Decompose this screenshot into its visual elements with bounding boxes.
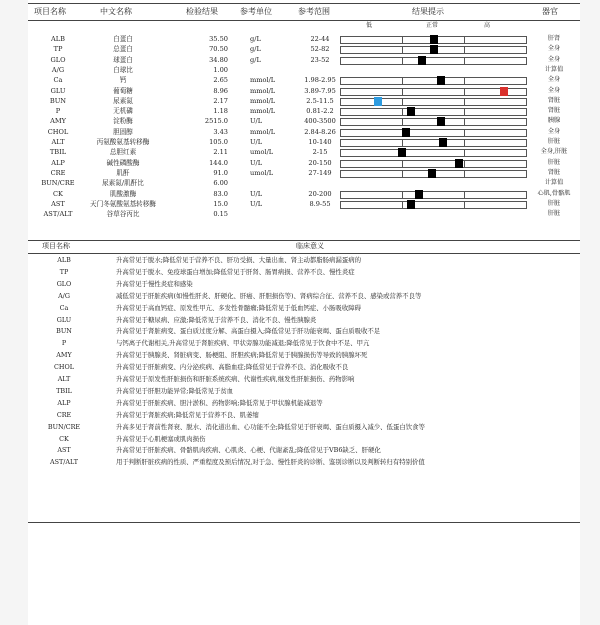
item-name: 总胆红素 — [109, 148, 137, 157]
result-marker — [415, 190, 423, 199]
bottom-divider — [28, 522, 580, 523]
meaning-abbr: Ca — [59, 303, 69, 312]
table-row — [28, 158, 580, 168]
item-organ: 全身 — [547, 127, 561, 135]
bar-divider-high — [464, 58, 465, 64]
bar-divider-low — [402, 119, 403, 125]
item-value: 144.0 — [209, 158, 228, 167]
table-row — [28, 44, 580, 54]
table-row — [28, 55, 580, 65]
item-unit: U/L — [250, 189, 263, 198]
meaning-text: 升高多见于肾前性肾衰、脱水、消化道出血、心功能不全;降低常见于肝衰竭、蛋白质摄入减少、低蛋白饮食等 — [116, 422, 425, 431]
item-value: 70.50 — [209, 45, 228, 54]
item-range: 20-150 — [308, 158, 332, 167]
item-range: 2.84-8.26 — [304, 127, 336, 136]
result-marker — [428, 169, 436, 178]
item-value: 2.65 — [213, 76, 228, 85]
meaning-text: 用于判断肝脏疾病的性质、严重程度及预后情况,对于急、慢性肝炎的诊断、鉴别诊断以及判断转归有特别价值 — [116, 458, 425, 467]
item-range: 27-149 — [308, 168, 332, 177]
meaning-text: 升高常见于肝脏病变、内分泌疾病、高脂血症;降低常见于营养不良、消化吸收不良 — [116, 363, 349, 372]
item-value: 2.11 — [213, 148, 228, 157]
meaning-header — [28, 240, 580, 254]
item-organ: 计算值 — [544, 65, 564, 73]
item-abbr: ALB — [51, 35, 65, 43]
result-marker — [439, 138, 447, 147]
result-marker — [402, 128, 410, 137]
result-bar — [340, 170, 527, 178]
item-name: 天门冬氨酸氨基转移酶 — [90, 199, 156, 208]
item-name: 无机磷 — [113, 107, 133, 116]
item-name: 钙 — [119, 76, 127, 85]
item-unit: mmol/L — [250, 96, 276, 105]
item-abbr: BUN/CRE — [41, 179, 75, 188]
item-organ: 肾脏 — [547, 168, 561, 176]
bar-divider-low — [402, 47, 403, 53]
meaning-text: 升高常见于糖尿病、应激;降低常见于营养不良、消化不良、慢性胰腺炎 — [116, 315, 317, 324]
item-abbr: TP — [53, 45, 63, 54]
item-name: 胆固醇 — [113, 127, 133, 136]
result-marker — [430, 35, 438, 44]
item-abbr: ALT — [51, 138, 65, 146]
meaning-abbr: A/G — [58, 291, 70, 300]
item-range: 3.89-7.95 — [304, 86, 336, 95]
item-value: 0.15 — [213, 210, 228, 219]
item-abbr: AMY — [50, 117, 66, 126]
item-unit: umol/L — [250, 148, 274, 157]
item-value: 105.0 — [209, 138, 228, 146]
label-normal: 正常 — [426, 22, 439, 29]
result-marker — [455, 159, 463, 168]
result-bar — [340, 201, 527, 209]
item-name: 尿素氮 — [113, 96, 133, 105]
item-value: 3.43 — [213, 127, 228, 136]
result-bar — [340, 108, 527, 116]
table-row — [28, 137, 580, 147]
meaning-abbr: ALT — [57, 375, 71, 383]
result-marker — [407, 107, 415, 116]
item-name: 淀粉酶 — [113, 117, 133, 126]
item-range: 8.9-55 — [309, 199, 331, 208]
item-abbr: AST — [51, 199, 65, 208]
item-value: 15.0 — [213, 199, 228, 208]
result-bar — [340, 149, 527, 157]
meaning-abbr: CRE — [56, 410, 72, 419]
meaning-text: 升高常见于胰腺炎、肾脏病变、肠梗阻、肝胆疾病;降低常见于胰腺损伤等导致的胰腺坏死 — [116, 351, 368, 360]
bar-divider-high — [464, 78, 465, 84]
bar-divider-low — [402, 58, 403, 64]
item-abbr: CK — [53, 189, 63, 198]
bar-divider-low — [402, 78, 403, 84]
bar-divider-high — [464, 140, 465, 146]
table-row — [28, 65, 580, 75]
result-bar — [340, 88, 527, 96]
item-range: 1.98-2.95 — [304, 76, 336, 85]
item-unit: mmol/L — [250, 86, 276, 95]
item-name: 肌酸激酶 — [109, 189, 137, 198]
item-name: 谷草谷丙比 — [106, 210, 140, 219]
bar-divider-low — [402, 109, 403, 115]
item-unit: mmol/L — [250, 76, 276, 85]
item-range: 22-44 — [310, 35, 330, 43]
item-unit: U/L — [250, 117, 263, 126]
bar-divider-high — [464, 171, 465, 177]
item-value: 83.0 — [213, 189, 228, 198]
item-abbr: P — [55, 107, 61, 116]
item-range: 52-82 — [310, 45, 330, 54]
item-unit: g/L — [250, 45, 261, 54]
item-organ: 全身 — [547, 86, 561, 94]
table-row — [28, 209, 580, 219]
result-marker — [437, 76, 445, 85]
bar-divider-low — [402, 161, 403, 167]
table-row — [28, 189, 580, 199]
item-abbr: BUN — [49, 96, 67, 105]
item-unit: mmol/L — [250, 107, 276, 116]
item-value: 91.0 — [213, 168, 228, 177]
meaning-abbr: BUN — [56, 327, 72, 336]
item-name: 肌酐 — [116, 168, 130, 177]
header-result: 结果提示 — [412, 7, 444, 16]
result-marker — [407, 200, 415, 209]
item-organ: 肝脏 — [547, 138, 561, 145]
item-name: 总蛋白 — [113, 45, 133, 54]
item-name: 尿素氮/肌酐比 — [102, 179, 144, 188]
meaning-abbr: BUN/CRE — [47, 422, 81, 431]
item-organ: 全身 — [547, 76, 561, 84]
item-value: 35.50 — [209, 35, 228, 43]
result-marker — [500, 87, 508, 96]
bar-divider-high — [464, 37, 465, 43]
item-abbr: A/G — [51, 65, 65, 74]
item-name: 丙氨酸氨基转移酶 — [96, 138, 150, 146]
item-range: 2.5-11.5 — [306, 96, 334, 105]
table-row — [28, 147, 580, 157]
meaning-abbr: CHOL — [54, 363, 74, 372]
result-marker — [418, 56, 426, 65]
meaning-abbr: AST — [57, 446, 71, 455]
result-bar — [340, 191, 527, 199]
item-name: 白蛋白 — [113, 35, 133, 43]
item-name: 球蛋白 — [113, 55, 133, 64]
table-row — [28, 86, 580, 96]
item-organ: 肾脏 — [547, 107, 561, 115]
label-high: 高 — [484, 22, 491, 29]
item-value: 34.80 — [209, 55, 228, 64]
item-value: 1.18 — [213, 107, 228, 116]
meaning-text: 升高常见于肝胆功能异常;降低常见于贫血 — [116, 386, 234, 395]
item-abbr: AST/ALT — [43, 210, 73, 219]
item-abbr: CHOL — [47, 127, 69, 136]
item-organ: 肝脏 — [547, 158, 561, 166]
header-name: 中文名称 — [100, 7, 132, 16]
item-value: 6.00 — [213, 179, 228, 188]
bar-divider-low — [402, 37, 403, 43]
result-bar — [340, 139, 527, 147]
meaning-text: 升高常见于肾脏疾病;降低常见于营养不良、肌萎缩 — [116, 410, 259, 419]
bar-divider-low — [402, 202, 403, 208]
bar-divider-high — [464, 130, 465, 136]
bar-divider-low — [402, 99, 403, 105]
header-value: 检验结果 — [186, 7, 218, 16]
item-value: 2.17 — [213, 96, 228, 105]
item-unit: U/L — [250, 199, 263, 208]
result-marker — [430, 45, 438, 54]
bar-divider-high — [464, 89, 465, 95]
meaning-text: 升高常见于心肌梗塞或肌肉损伤 — [116, 434, 206, 443]
item-organ: 肝肾 — [547, 35, 561, 42]
bar-divider-high — [464, 119, 465, 125]
result-bar — [340, 57, 527, 65]
meaning-text: 升高常见于肝脏疾病、胆汁淤积、药物影响;降低常见于甲状腺机能减退等 — [116, 398, 323, 407]
item-name: 白球比 — [113, 65, 133, 74]
meaning-text: 升高常见于慢性炎症和感染 — [116, 279, 193, 288]
result-bar — [340, 129, 527, 137]
item-abbr: TBIL — [49, 148, 67, 157]
item-organ: 肝脏 — [547, 199, 561, 207]
result-bar — [340, 36, 527, 44]
item-unit: mmol/L — [250, 127, 276, 136]
label-low: 低 — [366, 22, 373, 29]
table-row — [28, 178, 580, 188]
table-header — [28, 3, 580, 21]
meaning-abbr: TP — [59, 267, 69, 276]
item-abbr: Ca — [53, 76, 63, 85]
table-row — [28, 116, 580, 126]
header-range: 参考范围 — [298, 7, 330, 16]
result-bar — [340, 118, 527, 126]
item-range: 2-15 — [312, 148, 328, 157]
item-value: 2515.0 — [204, 117, 228, 126]
bar-divider-high — [464, 150, 465, 156]
item-organ: 全身,肝脏 — [540, 148, 568, 156]
meaning-abbr: ALB — [57, 256, 71, 264]
meaning-text: 升高常见于肾脏病变、蛋白质过度分解、高蛋白摄入;降低常见于肝功能衰竭、蛋白质吸收不足 — [116, 327, 381, 336]
meaning-abbr: AMY — [56, 351, 72, 360]
result-bar — [340, 98, 527, 106]
item-unit: g/L — [250, 55, 261, 64]
meaning-text: 升高常见于脱水;降低常见于营养不良、肝功受损、大量出血、肾主动都脂肠病漏蛋病的 — [116, 256, 361, 264]
item-organ: 全身 — [547, 45, 561, 53]
bar-divider-low — [402, 192, 403, 198]
item-organ: 心肌,骨骼肌 — [537, 189, 571, 197]
item-range: 10-140 — [308, 138, 332, 146]
item-abbr: GLO — [50, 55, 66, 64]
meaning-abbr: ALP — [57, 398, 71, 407]
item-abbr: GLU — [50, 86, 66, 95]
meaning-text: 升高常见于高血钙症、原发性甲亢、多发性骨髓瘤;降低常见于低血钙症、小肠吸收障碍 — [116, 303, 361, 312]
item-abbr: CRE — [50, 168, 66, 177]
meaning-text: 与钙离子代谢相关,升高常见于肾脏疾病、甲状旁腺功能减退;降低常见于饮食中不足、甲亢 — [116, 339, 370, 348]
item-organ: 肝脏 — [547, 210, 561, 218]
meaning-text: 升高常见于肝脏疾病、骨骼肌肉疾病、心肌炎、心梗、代谢紊乱;降低常见于VB6缺乏、肝硬化 — [116, 446, 381, 455]
result-marker — [437, 117, 445, 126]
result-bar — [340, 160, 527, 168]
item-range: 400-3500 — [304, 117, 336, 126]
table-row — [28, 106, 580, 116]
table-row — [28, 127, 580, 137]
item-value: 1.00 — [213, 65, 228, 74]
bar-divider-low — [402, 89, 403, 95]
result-marker — [374, 97, 382, 106]
meaning-abbr: AST/ALT — [49, 458, 78, 467]
item-organ: 全身 — [547, 55, 561, 63]
item-name: 葡萄糖 — [113, 86, 133, 95]
item-abbr: ALP — [51, 158, 65, 167]
bar-divider-low — [402, 171, 403, 177]
item-range: 23-52 — [310, 55, 330, 64]
result-bar — [340, 46, 527, 54]
bar-divider-high — [464, 109, 465, 115]
table-row — [28, 34, 580, 44]
bar-divider-high — [464, 161, 465, 167]
header-organ: 器官 — [542, 7, 558, 16]
table-row — [28, 96, 580, 106]
item-value: 8.96 — [213, 86, 228, 95]
item-unit: g/L — [250, 35, 261, 43]
item-range: 0.81-2.2 — [306, 107, 334, 116]
item-organ: 计算值 — [544, 179, 564, 187]
result-bar — [340, 77, 527, 85]
meaning-abbr: GLO — [56, 279, 72, 288]
meaning-text: 减低常见于肝脏疾病(如慢性肝炎、肝硬化、肝癌、肝胆损伤等)、肾病综合征、营养不良、感染或营养不良等 — [116, 291, 422, 300]
item-range: 20-200 — [308, 189, 332, 198]
item-unit: umol/L — [250, 168, 274, 177]
meaning-abbr: CK — [59, 434, 69, 443]
item-unit: U/L — [250, 138, 263, 146]
meaning-abbr: TBIL — [56, 386, 72, 395]
bar-divider-high — [464, 202, 465, 208]
item-organ: 胰腺 — [547, 117, 561, 125]
header-abbr: 项目名称 — [34, 7, 66, 16]
meaning-text: 升高常见于脱水、免疫球蛋白增加;降低常见于肝肾、肠胃病损、营养不良、慢性炎症 — [116, 267, 355, 276]
header-unit: 参考单位 — [240, 7, 272, 16]
item-name: 碱性磷酸酶 — [106, 158, 140, 167]
item-unit: U/L — [250, 158, 263, 167]
table-row — [28, 75, 580, 85]
meaning-abbr: GLU — [56, 315, 72, 324]
bar-divider-high — [464, 47, 465, 53]
meaning-header-abbr: 项目名称 — [42, 242, 70, 250]
table-row — [28, 199, 580, 209]
item-organ: 肾脏 — [547, 96, 561, 104]
meaning-text: 升高常见于原发性肝脏损伤和肝脏系统疾病、代谢性疾病,继发性肝脏损伤、药物影响 — [116, 375, 355, 383]
table-row — [28, 168, 580, 178]
bar-divider-high — [464, 192, 465, 198]
report-sheet — [28, 0, 580, 625]
result-marker — [398, 148, 406, 157]
meaning-abbr: P — [61, 339, 67, 348]
meaning-header-text: 临床意义 — [296, 242, 324, 250]
bar-divider-high — [464, 99, 465, 105]
bar-divider-low — [402, 140, 403, 146]
